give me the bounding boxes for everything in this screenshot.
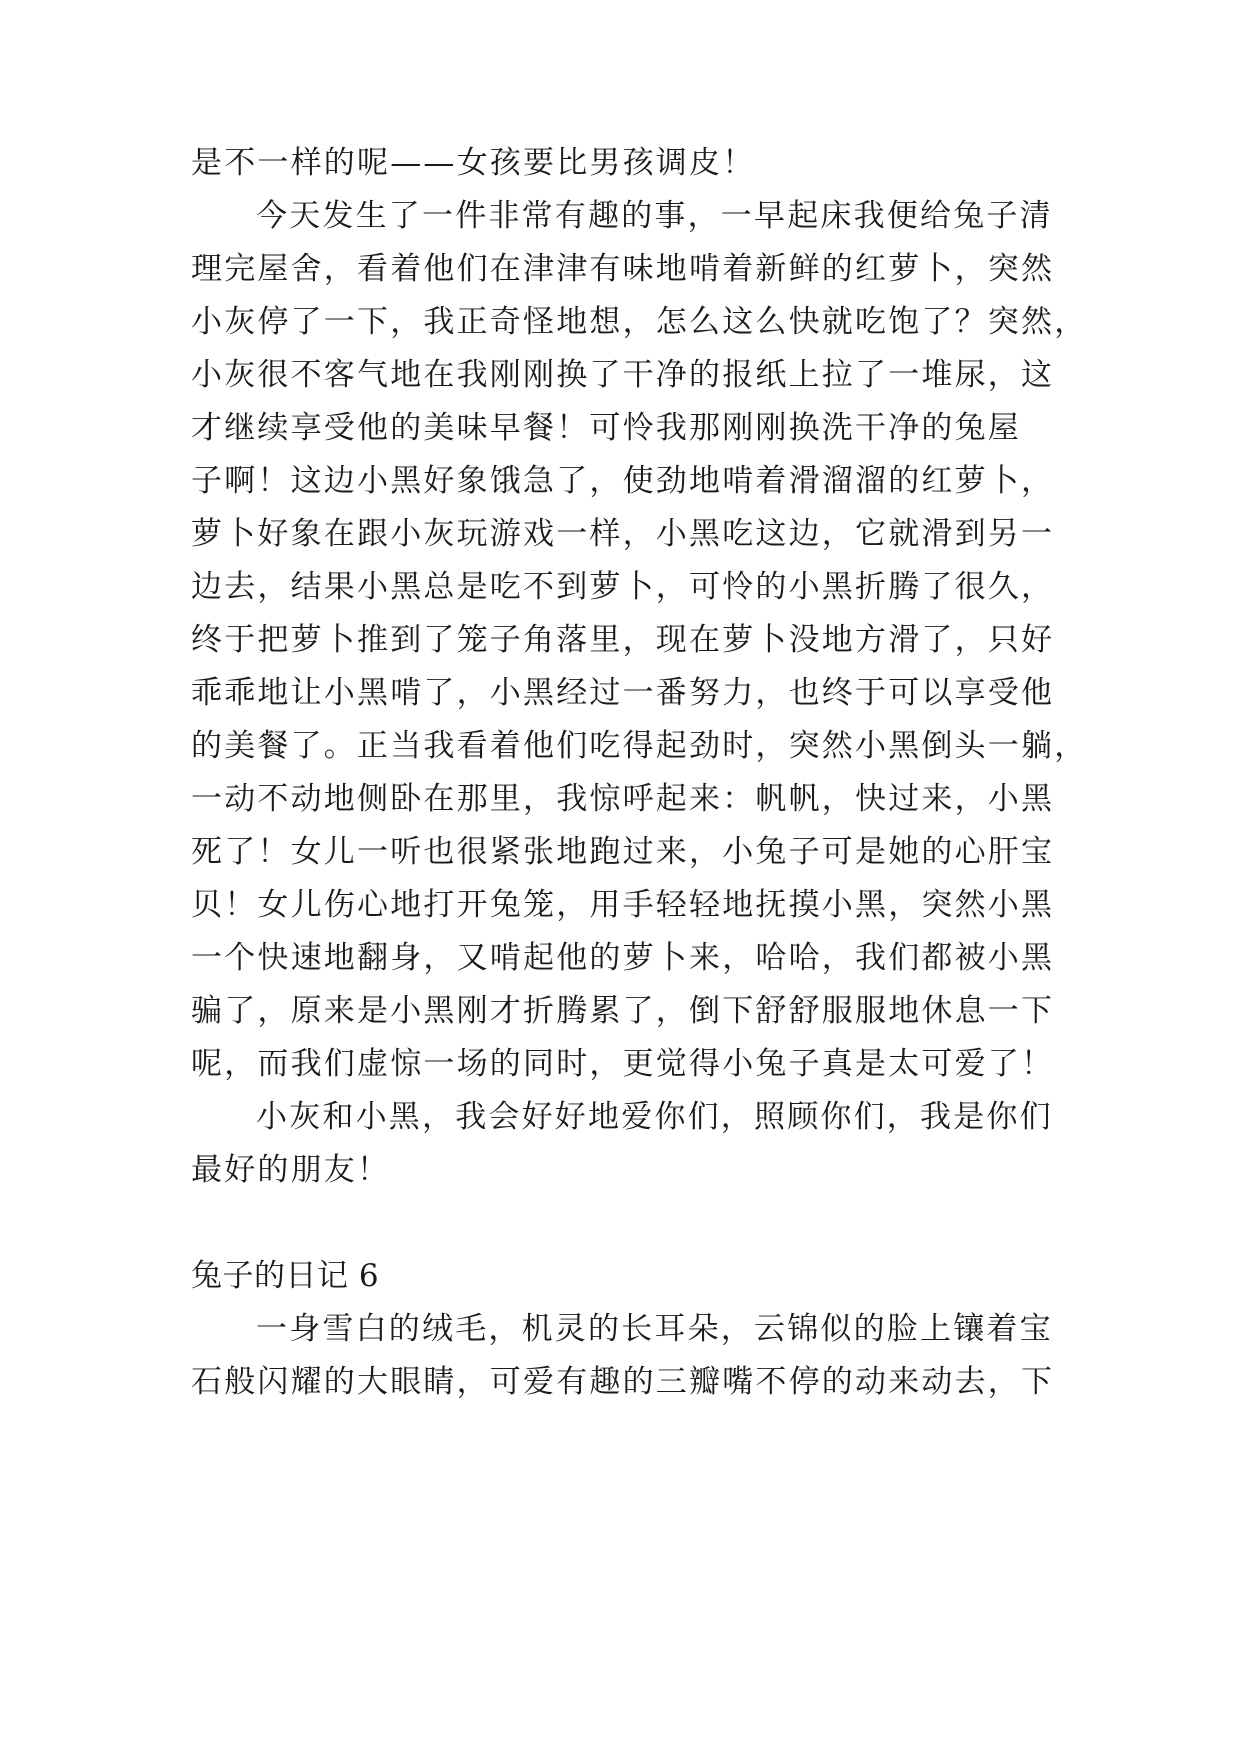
text-line: 乖乖地让小黑啃了，小黑经过一番努力，也终于可以享受他: [191, 675, 1055, 711]
text-line: 的美餐了。正当我看着他们吃得起劲时，突然小黑倒头一躺，: [191, 728, 1088, 764]
text-line: 终于把萝卜推到了笼子角落里，现在萝卜没地方滑了，只好: [191, 622, 1055, 658]
text-line: 小灰很不客气地在我刚刚换了干净的报纸上拉了一堆尿，这: [191, 357, 1055, 393]
text-line: 死了！女儿一听也很紧张地跑过来，小兔子可是她的心肝宝: [191, 834, 1055, 870]
text-line: 最好的朋友！: [191, 1152, 391, 1188]
text-line: 骗了，原来是小黑刚才折腾累了，倒下舒舒服服地休息一下: [191, 993, 1055, 1029]
text-line: 边去，结果小黑总是吃不到萝卜，可怜的小黑折腾了很久，: [191, 569, 1055, 605]
text-line: 贝！女儿伤心地打开兔笼，用手轻轻地抚摸小黑，突然小黑: [191, 887, 1055, 923]
paragraph-first-line: 今天发生了一件非常有趣的事，一早起床我便给兔子清: [256, 198, 1053, 234]
text-line: 石般闪耀的大眼睛，可爱有趣的三瓣嘴不停的动来动去，下: [191, 1364, 1055, 1400]
text-line: 一动不动地侧卧在那里，我惊呼起来：帆帆，快过来，小黑: [191, 781, 1055, 817]
text-line: 是不一样的呢——女孩要比男孩调皮！: [191, 145, 756, 181]
paragraph-first-line: 小灰和小黑，我会好好地爱你们，照顾你们，我是你们: [256, 1099, 1053, 1135]
text-line: 一个快速地翻身，又啃起他的萝卜来，哈哈，我们都被小黑: [191, 940, 1055, 976]
text-line: 理完屋舍，看着他们在津津有味地啃着新鲜的红萝卜，突然: [191, 251, 1055, 287]
text-line: 小灰停了一下，我正奇怪地想，怎么这么快就吃饱了？突然，: [191, 304, 1088, 340]
section-heading: 兔子的日记 6: [191, 1258, 380, 1294]
text-line: 子啊！这边小黑好象饿急了，使劲地啃着滑溜溜的红萝卜，: [191, 463, 1055, 499]
text-line: 才继续享受他的美味早餐！可怜我那刚刚换洗干净的兔屋: [191, 410, 1021, 446]
text-line: 呢，而我们虚惊一场的同时，更觉得小兔子真是太可爱了！: [191, 1046, 1055, 1082]
paragraph-first-line: 一身雪白的绒毛，机灵的长耳朵，云锦似的脸上镶着宝: [256, 1311, 1053, 1347]
text-line: 萝卜好象在跟小灰玩游戏一样，小黑吃这边，它就滑到另一: [191, 516, 1055, 552]
